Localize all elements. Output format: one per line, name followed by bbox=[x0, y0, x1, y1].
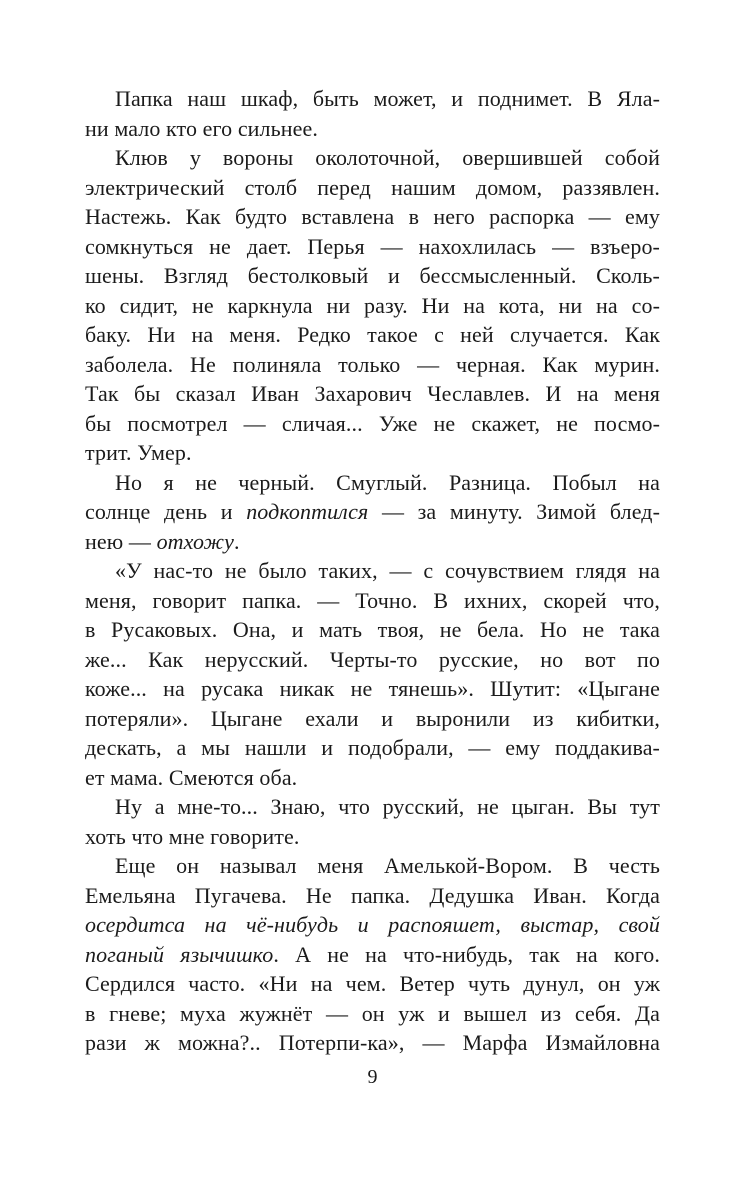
text-segment: — за минуту. Зимой блед- bbox=[368, 499, 660, 524]
text-segment: Емельяна Пугачева. Не папка. Дедушка Иван. Когда bbox=[85, 882, 660, 908]
italic-text-segment: осердитса на чё-нибудь и распояшет, выстар, свой bbox=[85, 912, 660, 937]
text-line bbox=[85, 261, 660, 291]
text-segment: ко сидит, не каркнула ни разу. Ни на кота, ни на со- bbox=[85, 292, 660, 318]
text-segment: дескать, а мы нашли и подобрали, — ему поддакива- bbox=[85, 735, 660, 760]
text-line bbox=[85, 527, 660, 557]
text-segment: хоть что мне говорите. bbox=[85, 823, 300, 849]
text-segment: Клюв у вороны околоточной, овершившей собой bbox=[115, 145, 660, 170]
text-line bbox=[85, 881, 660, 911]
text-line bbox=[85, 822, 660, 852]
text-line bbox=[85, 615, 660, 645]
text-segment: Папка наш шкаф, быть может, и поднимет. В Яла- bbox=[115, 86, 660, 111]
text-line bbox=[85, 202, 660, 232]
page-text bbox=[85, 84, 660, 1058]
text-line bbox=[85, 173, 660, 203]
text-segment: электрический столб перед нашим домом, раззявлен. bbox=[85, 174, 660, 200]
text-line bbox=[85, 704, 660, 734]
text-segment: Еще он называл меня Амелькой-Вором. В честь bbox=[115, 853, 660, 878]
text-line bbox=[85, 114, 660, 144]
text-line bbox=[85, 409, 660, 439]
page-number: 9 bbox=[367, 1066, 378, 1088]
text-segment: рази ж можна?.. Потерпи-ка», — Марфа Измайловна bbox=[85, 1030, 660, 1055]
text-line bbox=[85, 910, 660, 940]
text-segment: ни мало кто его сильнее. bbox=[85, 115, 318, 141]
text-segment: баку. Ни на меня. Редко такое с ней случается. Как bbox=[85, 322, 660, 347]
text-segment: Но я не черный. Смуглый. Разница. Побыл на bbox=[115, 469, 660, 495]
text-segment: . А не на что-нибудь, так на кого. bbox=[273, 941, 660, 967]
text-segment: . bbox=[233, 528, 240, 554]
text-segment: «У нас-то не было таких, — с сочувствием глядя на bbox=[115, 558, 660, 583]
text-line bbox=[85, 940, 660, 970]
text-segment: Сердился часто. «Ни на чем. Ветер чуть дунул, он уж bbox=[85, 971, 660, 996]
text-segment: шены. Взгляд бестолковый и бессмысленный. Сколь- bbox=[85, 263, 660, 288]
text-segment: ет мама. Смеются оба. bbox=[85, 764, 298, 790]
text-line bbox=[85, 792, 660, 822]
text-line bbox=[85, 733, 660, 763]
text-segment: сомкнуться не дает. Перья — нахохлилась — взъеро- bbox=[85, 233, 660, 259]
text-segment: заболела. Не полиняла только — черная. Как мурин. bbox=[85, 351, 660, 377]
text-segment: в Русаковых. Она, и мать твоя, не бела. Но не така bbox=[85, 617, 660, 642]
text-line bbox=[85, 1028, 660, 1058]
text-line bbox=[85, 497, 660, 527]
text-line bbox=[85, 674, 660, 704]
text-line bbox=[85, 143, 660, 173]
text-segment: же... Как нерусский. Черты-то русские, но вот по bbox=[85, 646, 660, 672]
text-line bbox=[85, 84, 660, 114]
text-line bbox=[85, 232, 660, 262]
text-line bbox=[85, 586, 660, 616]
text-line bbox=[85, 556, 660, 586]
text-segment: Так бы сказал Иван Захарович Чеславлев. И на меня bbox=[85, 381, 660, 406]
text-segment: Ну а мне-то... Знаю, что русский, не цыган. Вы тут bbox=[115, 794, 660, 819]
text-segment: меня, говорит папка. — Точно. В ихних, скорей что, bbox=[85, 587, 660, 613]
text-segment: нею — bbox=[85, 528, 157, 554]
text-segment: коже... на русака никак не тянешь». Шутит: «Цыгане bbox=[85, 676, 660, 701]
text-segment: солнце день и bbox=[85, 499, 247, 524]
text-segment: потеряли». Цыгане ехали и выронили из кибитки, bbox=[85, 705, 660, 731]
text-line bbox=[85, 350, 660, 380]
text-line bbox=[85, 320, 660, 350]
text-line bbox=[85, 468, 660, 498]
text-line bbox=[85, 379, 660, 409]
italic-text-segment: подкоптился bbox=[246, 499, 369, 524]
text-line bbox=[85, 969, 660, 999]
text-line bbox=[85, 999, 660, 1029]
text-segment: в гневе; муха жужнёт — он уж и вышел из себя. Да bbox=[85, 1000, 660, 1026]
text-line bbox=[85, 291, 660, 321]
text-segment: бы посмотрел — сличая... Уже не скажет, не посмо- bbox=[85, 410, 660, 436]
text-line bbox=[85, 763, 660, 793]
text-line bbox=[85, 438, 660, 468]
text-line bbox=[85, 645, 660, 675]
text-segment: трит. Умер. bbox=[85, 440, 192, 465]
text-line bbox=[85, 851, 660, 881]
italic-text-segment: поганый язычишко bbox=[85, 941, 274, 967]
italic-text-segment: отхожу bbox=[156, 528, 234, 554]
text-segment: Настежь. Как будто вставлена в него распорка — ему bbox=[85, 204, 660, 229]
